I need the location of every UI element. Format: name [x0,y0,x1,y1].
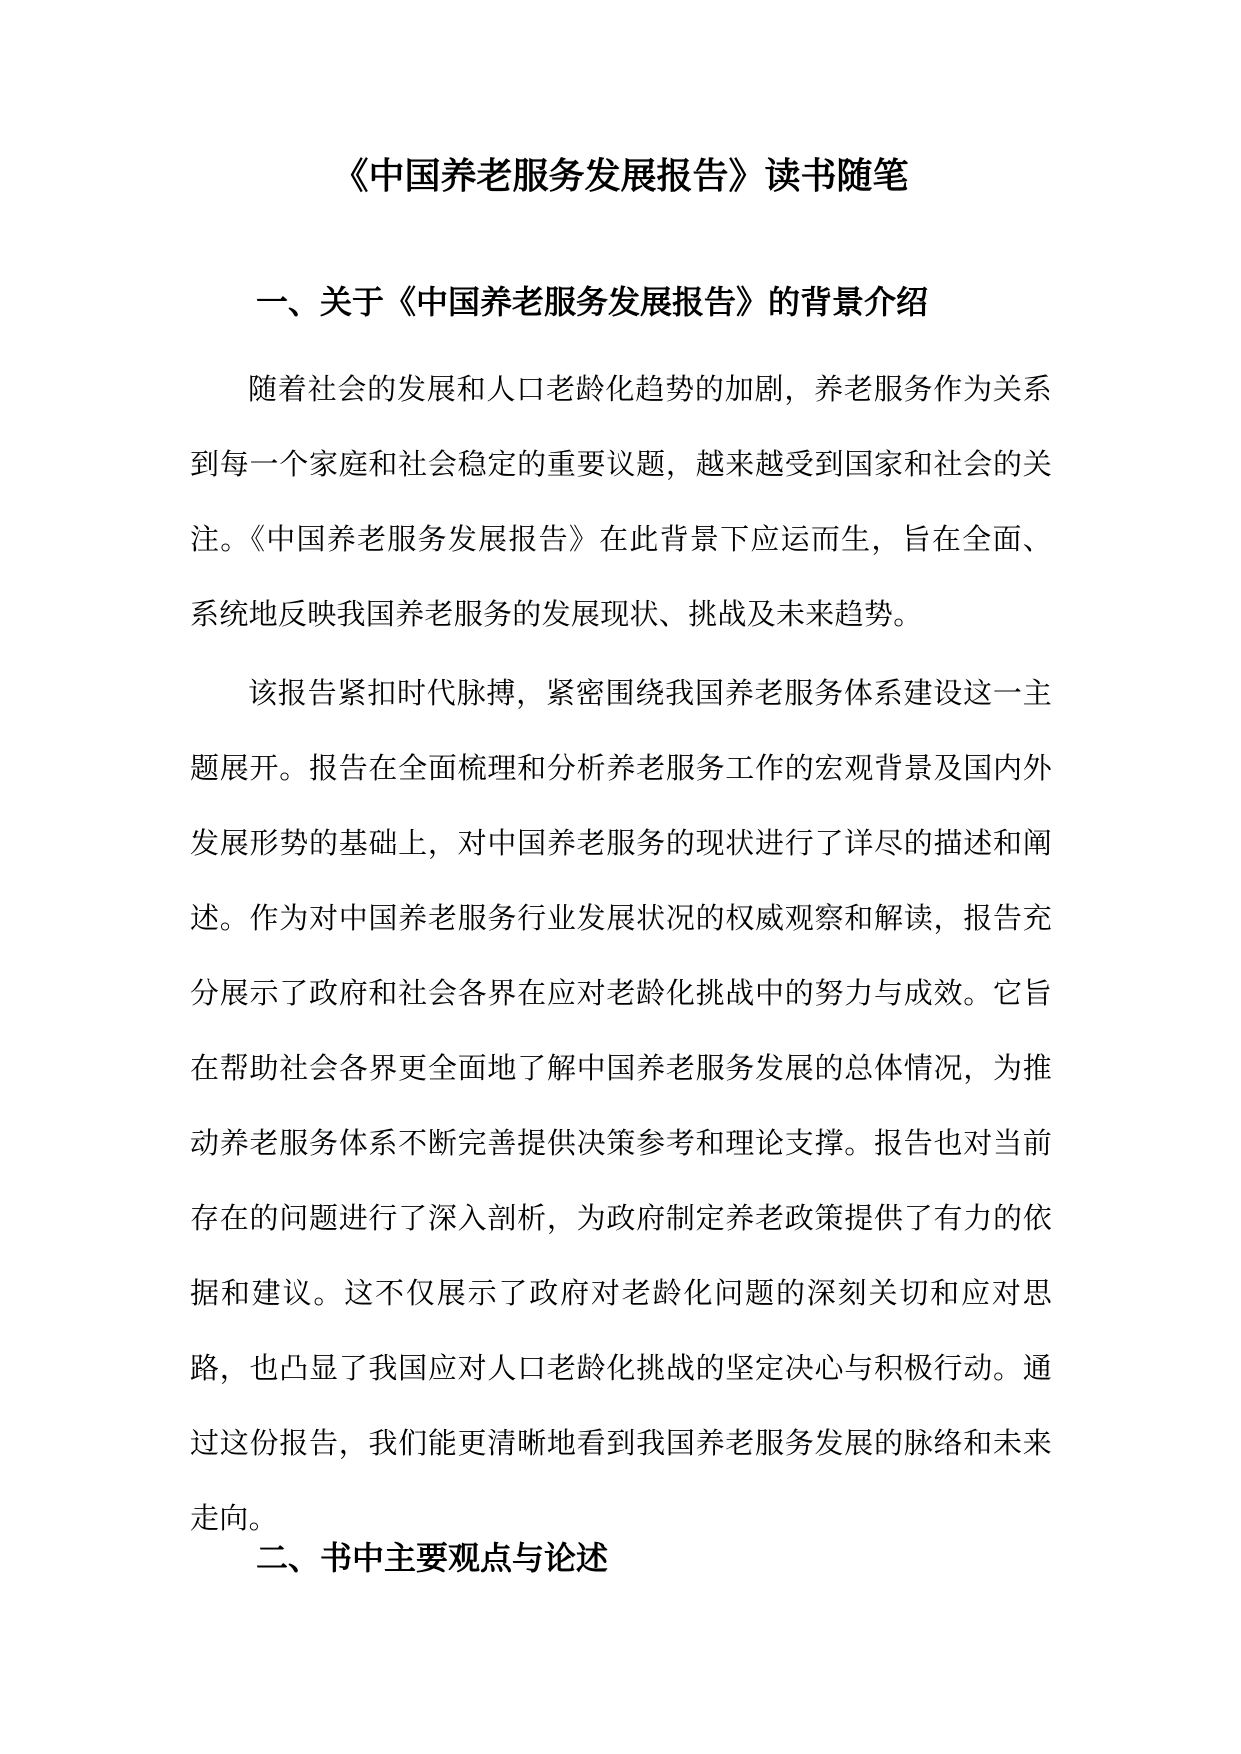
document-title: 《中国养老服务发展报告》读书随笔 [332,155,909,197]
paragraph-background-intro: 随着社会的发展和人口老龄化趋势的加剧，养老服务作为关系到每一个家庭和社会稳定的重要议题，越来越受到国家和社会的关注。《中国养老服务发展报告》在此背景下应运而生，旨在全面、系统地反映我国养老服务的发展现状、挑战及未来趋势。 [190,372,1052,631]
section-heading-background: 一、关于《中国养老服务发展报告》的背景介绍 [256,283,929,321]
paragraph-report-overview: 该报告紧扣时代脉搏，紧密围绕我国养老服务体系建设这一主题展开。报告在全面梳理和分析养老服务工作的宏观背景及国内外发展形势的基础上，对中国养老服务的现状进行了详尽的描述和阐述。作为对中国养老服务行业发展状况的权威观察和解读，报告充分展示了政府和社会各界在应对老龄化挑战中的努力与成效。它旨在帮助社会各界更全面地了解中国养老服务发展的总体情况，为推动养老服务体系不断完善提供决策参考和理论支撑。报告也对当前存在的问题进行了深入剖析，为政府制定养老政策提供了有力的依据和建议。这不仅展示了政府对老龄化问题的深刻关切和应对思路，也凸显了我国应对人口老龄化挑战的坚定决心与积极行动。通过这份报告，我们能更清晰地看到我国养老服务发展的脉络和未来走向。 [190,676,1052,1535]
section-heading-main-points: 二、书中主要观点与论述 [256,1539,609,1577]
